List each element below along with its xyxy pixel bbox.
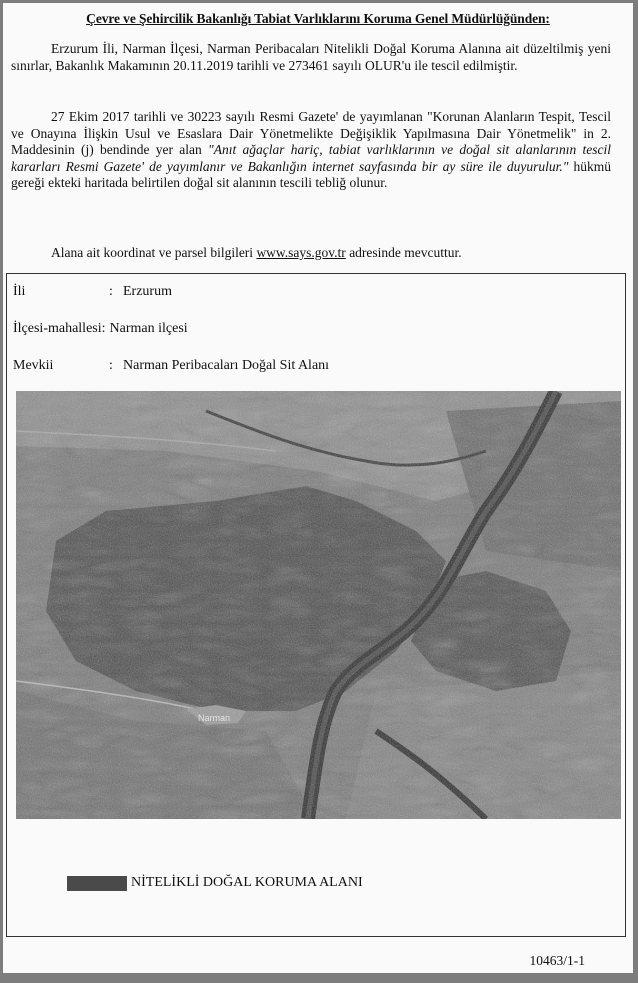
document-number: 10463/1-1 [529, 953, 585, 968]
document-page [3, 3, 633, 973]
paragraph-registration: Erzurum İli, Narman İlçesi, Narman Peribacaları Nitelikli Doğal Koruma Alanına ait düzeltilmiş yeni sınırlar, Bakanlık Makamının 20.11.2019 tarihli ve 273461 sayılı OLUR'u ile tescil edilmiştir. [11, 41, 611, 73]
paragraph-regulation: 27 Ekim 2017 tarihli ve 30223 sayılı Resmi Gazete' de yayımlanan "Korunan Alanların Tespit, Tescil ve Onayına İlişkin Usul ve Esaslara Dair Yönetmelikte Değişiklik Yapılmasına Dair Yönetmelik" in 2. Maddesinin (j) bendinde yer alan "Anıt ağaçlar hariç, tabiat varlıklarının ve doğal sit alanlarının tescil kararları Resmi Gazete' de yayımlanır ve Bakanlığın internet sayfasında bir ay süre ile duyurulur." hükmü gereği ekteki haritada belirtilen doğal sit alanının tescili tebliğ olunur. [11, 109, 611, 190]
il-value: Erzurum [123, 284, 172, 299]
legend-label: NİTELİKLİ DOĞAL KORUMA ALANI [131, 875, 363, 890]
mevki-value: Narman Peribacaları Doğal Sit Alanı [123, 358, 330, 373]
satellite-map [16, 391, 621, 819]
paragraph-coordinates: Alana ait koordinat ve parsel bilgileri www.says.gov.tr adresinde mevcuttur. [51, 245, 462, 260]
mevki-label: Mevkii [13, 358, 54, 373]
map-legend [67, 875, 363, 891]
legend-swatch [67, 876, 127, 891]
says-link[interactable]: www.says.gov.tr [256, 245, 346, 260]
ilce-row: İlçesi-mahallesi: Narman ilçesi [13, 321, 188, 336]
il-row: İli : Erzurum [13, 284, 172, 299]
site-info-box [6, 273, 626, 937]
mevki-row: Mevkii : Narman Peribacaları Doğal Sit Alanı [13, 358, 330, 373]
map-image [16, 391, 621, 819]
ilce-label: İlçesi-mahallesi [13, 321, 102, 336]
regulation-quote: "Anıt ağaçlar hariç, tabiat varlıklarının ve doğal sit alanlarının tescil kararları Resmi Gazete' de yayımlanır ve Bakanlığın internet sayfasında bir ay süre ile duyurulur." [11, 142, 611, 174]
il-label: İli [13, 284, 26, 299]
ilce-value: Narman ilçesi [109, 321, 188, 336]
document-heading: Çevre ve Şehircilik Bakanlığı Tabiat Varlıklarını Koruma Genel Müdürlüğünden: [86, 11, 550, 26]
